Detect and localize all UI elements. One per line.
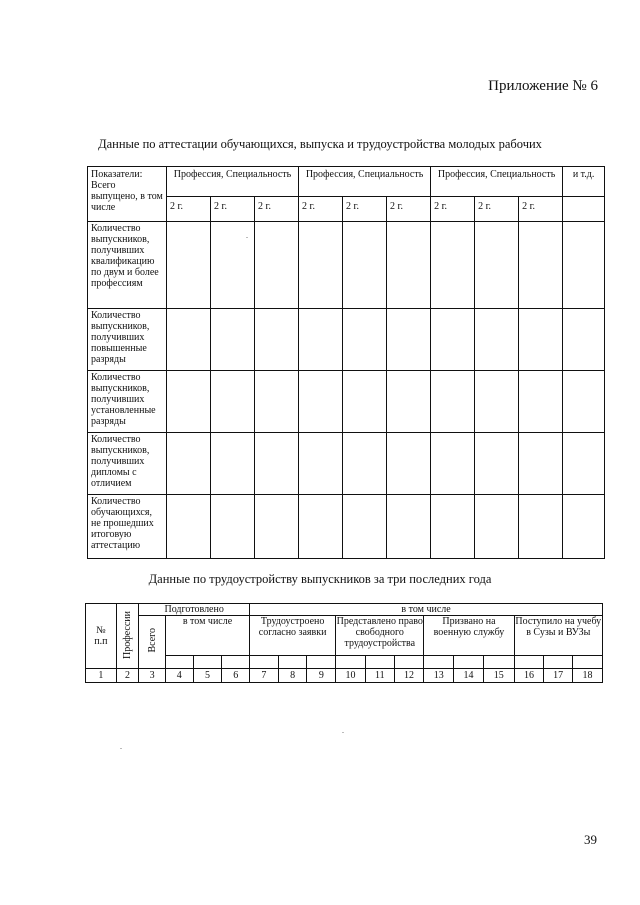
col-incl-header: в том числе (165, 616, 249, 656)
year-cell: 2 г. (387, 197, 431, 222)
column-number: 3 (139, 669, 166, 683)
column-number: 10 (336, 669, 366, 683)
row-label: Количество выпускников, получивших квалификацию по двум и более профессиям (88, 222, 167, 309)
profession-header-2: Профессия, Специальность (299, 167, 431, 197)
year-cell: 2 г. (167, 197, 211, 222)
col-army-header: Призвано на военную службу (424, 616, 514, 656)
col-total-header: Всего (139, 616, 166, 669)
column-number: 18 (573, 669, 603, 683)
year-cell: 2 г. (475, 197, 519, 222)
profession-header-3: Профессия, Специальность (431, 167, 563, 197)
scan-speck (246, 237, 248, 238)
column-number: 5 (193, 669, 222, 683)
row-label: Количество выпускников, получивших установленные разряды (88, 371, 167, 433)
col-free-header: Представлено право свободного трудоустройства (336, 616, 424, 656)
year-cell: 2 г. (211, 197, 255, 222)
year-cell-empty (563, 197, 605, 222)
profession-header-1: Профессия, Специальность (167, 167, 299, 197)
column-number: 11 (365, 669, 394, 683)
scan-speck (342, 732, 344, 733)
scan-speck (120, 748, 122, 749)
table-row (88, 433, 605, 495)
row-label: Количество выпускников, получивших повышенные разряды (88, 309, 167, 371)
table-row (88, 495, 605, 559)
col-employed-header: Трудоустроено согласно заявки (250, 616, 336, 656)
column-number: 8 (278, 669, 307, 683)
column-number: 7 (250, 669, 279, 683)
appendix-label: Приложение № 6 (488, 78, 598, 94)
year-cell: 2 г. (519, 197, 563, 222)
column-number: 14 (454, 669, 484, 683)
year-cell: 2 г. (431, 197, 475, 222)
column-number: 13 (424, 669, 454, 683)
attestation-table (87, 166, 605, 559)
column-number: 1 (86, 669, 117, 683)
table-row (88, 222, 605, 309)
table-row (88, 309, 605, 371)
col-num-header: № п.п (86, 604, 117, 669)
col-univ-header: Поступило на учебу в Сузы и ВУЗы (514, 616, 602, 656)
row-label: Количество выпускников, получивших дипломы с отличием (88, 433, 167, 495)
column-number-row (86, 669, 603, 683)
table1-title: Данные по аттестации обучающихся, выпуска и трудоустройства молодых рабочих (98, 137, 542, 151)
column-number: 2 (116, 669, 139, 683)
column-number: 9 (307, 669, 336, 683)
row-label: Количество обучающихся, не прошедших итоговую аттестацию (88, 495, 167, 559)
column-number: 4 (165, 669, 193, 683)
employment-table (85, 603, 603, 683)
col-profession-header: Профессии (116, 604, 139, 669)
page-number: 39 (584, 832, 597, 847)
indicators-header: Показатели: Всего выпущено, в том числе (88, 167, 167, 222)
column-number: 15 (483, 669, 514, 683)
table2-title: Данные по трудоустройству выпускников за три последних года (148, 572, 492, 586)
column-number: 6 (222, 669, 250, 683)
year-cell: 2 г. (343, 197, 387, 222)
etc-header: и т.д. (563, 167, 605, 197)
col-prepared-header: Подготовлено (139, 604, 250, 616)
column-number: 12 (394, 669, 424, 683)
table-row (88, 371, 605, 433)
column-number: 16 (514, 669, 544, 683)
year-cell: 2 г. (299, 197, 343, 222)
column-number: 17 (544, 669, 573, 683)
year-cell: 2 г. (255, 197, 299, 222)
col-incl-main-header: в том числе (250, 604, 603, 616)
